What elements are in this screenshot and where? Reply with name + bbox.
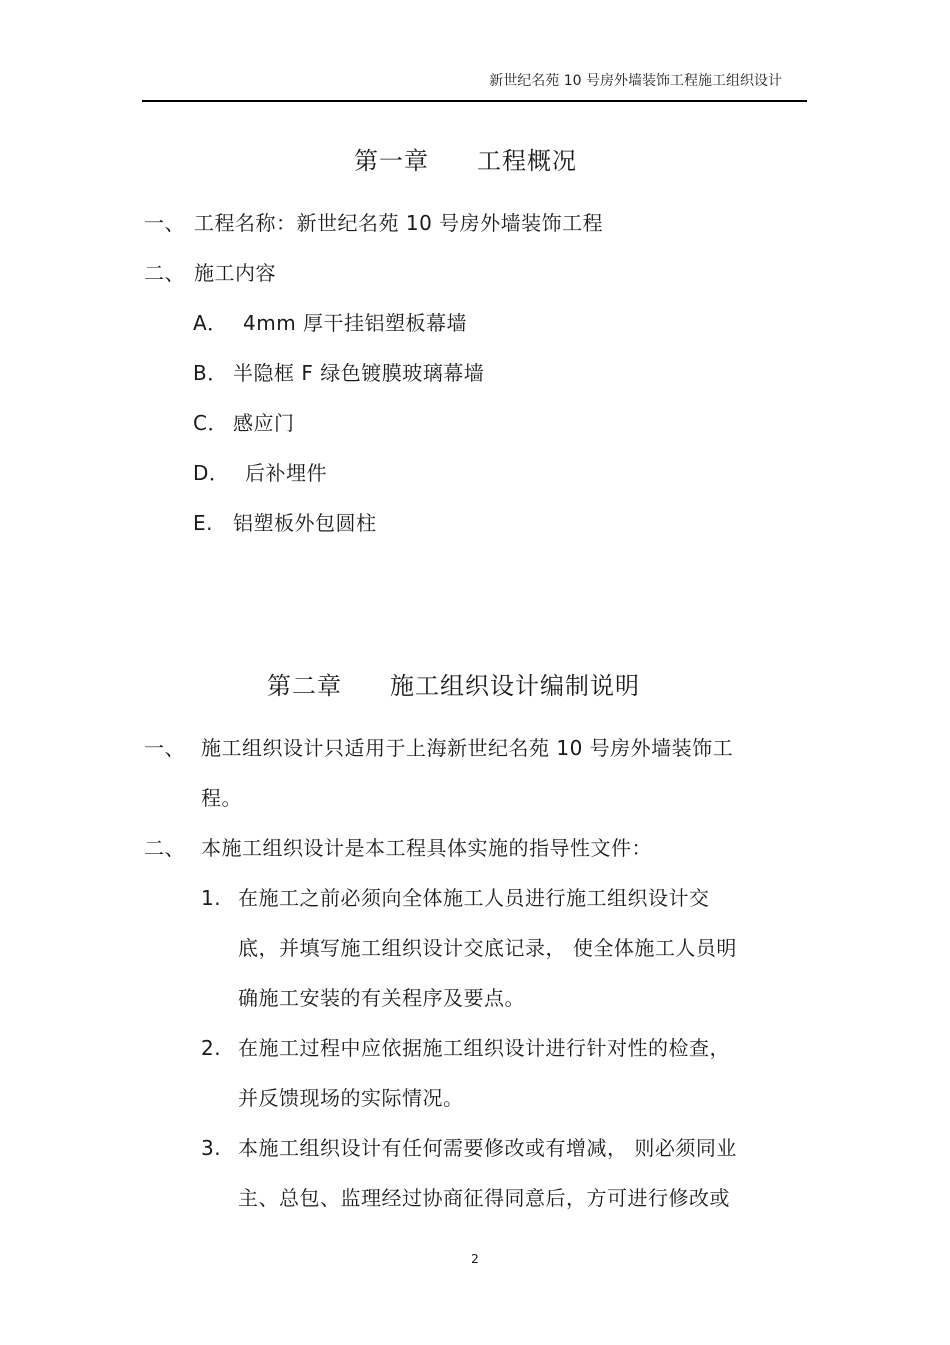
- item-marker: 二、: [144, 261, 185, 285]
- numbered-item-1: [201, 882, 710, 911]
- chapter2-title: [267, 666, 640, 701]
- numbered-item-2: [201, 1032, 730, 1061]
- sub-item-marker: E.: [193, 511, 213, 535]
- chapter1-item1: [144, 207, 603, 236]
- chapter1-number: 第一章: [354, 147, 429, 175]
- chapter2-item2: [144, 832, 652, 861]
- page-header: 新世纪名苑 10 号房外墙装饰工程施工组织设计: [489, 73, 782, 89]
- chapter1-name: 工程概况: [477, 147, 577, 175]
- item-text: 施工组织设计只适用于上海新世纪名苑 10 号房外墙装饰工: [201, 736, 734, 760]
- chapter1-item2: [144, 257, 276, 286]
- sub-item-d: [193, 457, 327, 486]
- numbered-marker: 1.: [201, 886, 222, 910]
- numbered-marker: 2.: [201, 1036, 222, 1060]
- sub-item-marker: D．: [193, 461, 230, 485]
- sub-item-marker: C．: [193, 411, 228, 435]
- numbered-text: 本施工组织设计有任何需要修改或有增减， 则必须同业: [238, 1136, 737, 1160]
- sub-item-text: 铝塑板外包圆柱: [233, 511, 377, 535]
- sub-item-text: 4mm 厚干挂铝塑板幕墙: [243, 311, 468, 335]
- page-number: 2: [471, 1252, 479, 1266]
- sub-item-text: 后补埋件: [245, 461, 327, 485]
- sub-item-text: 半隐框 F 绿色镀膜玻璃幕墙: [233, 361, 485, 385]
- numbered-marker: 3.: [201, 1136, 222, 1160]
- sub-item-b: [193, 357, 484, 386]
- item-marker: 一、: [144, 211, 185, 235]
- sub-item-marker: B．: [193, 361, 228, 385]
- sub-item-c: [193, 407, 295, 436]
- sub-item-text: 感应门: [233, 411, 295, 435]
- sub-item-marker: A．: [193, 311, 228, 335]
- item-text: 本施工组织设计是本工程具体实施的指导性文件：: [201, 836, 652, 860]
- numbered-item-1-line3: 确施工安装的有关程序及要点。: [238, 986, 525, 1010]
- numbered-item-2-line2: 并反馈现场的实际情况。: [238, 1086, 464, 1110]
- sub-item-a: [193, 307, 467, 336]
- chapter1-title: [354, 141, 577, 176]
- chapter2-name: 施工组织设计编制说明: [390, 672, 640, 700]
- numbered-text: 在施工过程中应依据施工组织设计进行针对性的检查，: [238, 1036, 730, 1060]
- sub-item-e: [193, 507, 377, 536]
- chapter2-number: 第二章: [267, 672, 342, 700]
- header-rule: [142, 100, 807, 102]
- numbered-item-3-line2: 主、总包、监理经过协商征得同意后，方可进行修改或: [238, 1186, 730, 1210]
- item-marker: 二、: [144, 836, 185, 860]
- chapter2-item1: [144, 732, 733, 761]
- numbered-text: 在施工之前必须向全体施工人员进行施工组织设计交: [238, 886, 710, 910]
- item-text: 施工内容: [194, 261, 276, 285]
- numbered-item-3: [201, 1132, 737, 1161]
- item-marker: 一、: [144, 736, 185, 760]
- chapter2-item1-continued: 程。: [201, 786, 242, 810]
- item-text: 工程名称：新世纪名苑 10 号房外墙装饰工程: [194, 211, 604, 235]
- numbered-item-1-line2: 底，并填写施工组织设计交底记录， 使全体施工人员明: [238, 936, 737, 960]
